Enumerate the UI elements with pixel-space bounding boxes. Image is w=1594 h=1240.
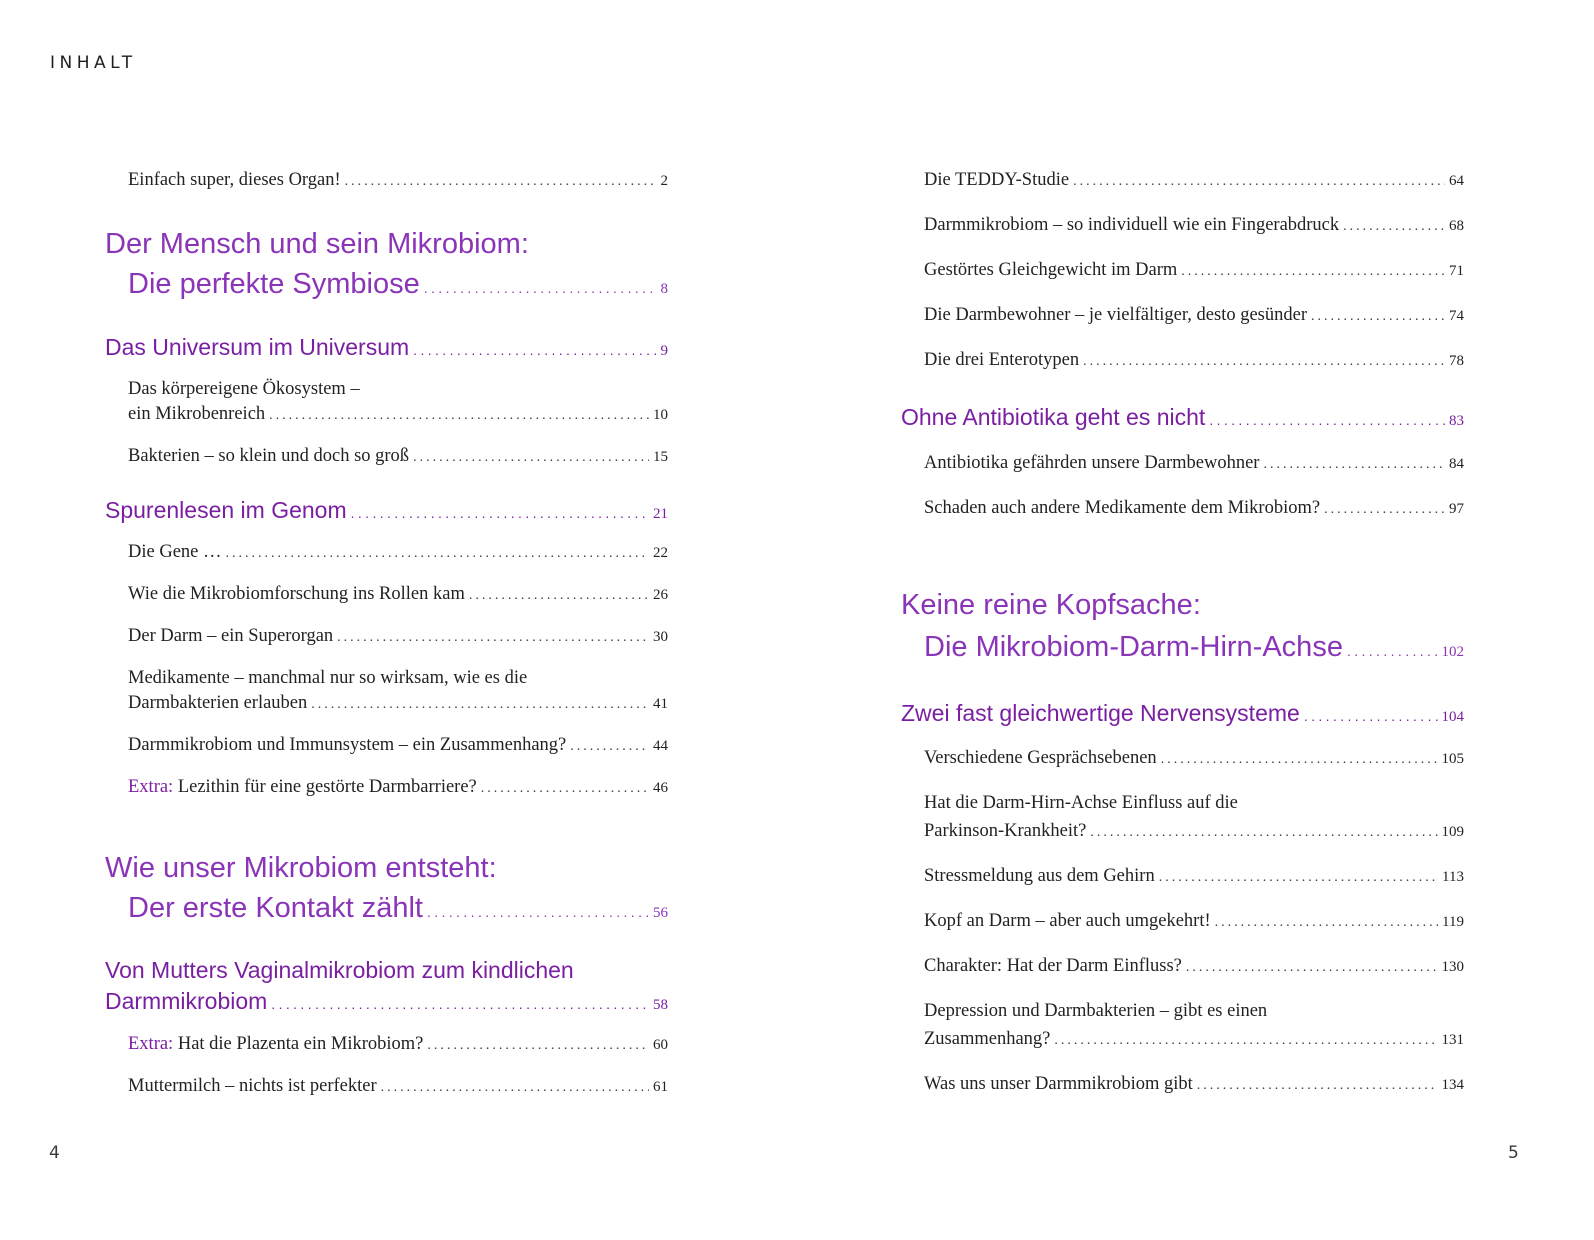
toc-entry[interactable]: Bakterien – so klein und doch so groß . . . 15 — [128, 446, 668, 467]
toc-entry[interactable]: Die Gene … . . . 22 — [128, 542, 668, 563]
page-number-left: 4 — [49, 1143, 60, 1163]
chapter-entry[interactable]: Das Universum im Universum . . . 9 — [105, 334, 668, 361]
toc-entry[interactable]: Muttermilch – nichts ist perfekter . . . 61 — [128, 1076, 668, 1097]
toc-entry[interactable]: Die TEDDY-Studie . . . 64 — [924, 170, 1464, 191]
extra-tag: Extra: — [128, 777, 174, 797]
chapter-title-line1: Von Mutters Vaginalmikrobiom zum kindlichen — [105, 957, 574, 983]
chapter-entry[interactable]: Spurenlesen im Genom . . . 21 — [105, 497, 668, 524]
toc-entry-line1: Das körpereigene Ökosystem – — [128, 379, 360, 399]
section-title: Der Mensch und sein Mikrobiom: — [105, 228, 529, 260]
toc-entry[interactable]: Wie die Mikrobiomforschung ins Rollen kam . . . 26 — [128, 584, 668, 605]
toc-entry[interactable]: Gestörtes Gleichgewicht im Darm . . . 71 — [924, 260, 1464, 281]
toc-entry-line1: Depression und Darmbakterien – gibt es einen — [924, 1001, 1268, 1021]
section-entry[interactable]: Der erste Kontakt zählt . . . 56 — [128, 892, 668, 925]
section-entry[interactable]: Die perfekte Symbiose . . . 8 — [128, 268, 668, 301]
toc-entry[interactable]: Die Darmbewohner – je vielfältiger, desto gesünder . . . 74 — [924, 305, 1464, 326]
toc-entry-extra[interactable]: Extra: Hat die Plazenta ein Mikrobiom? . . . 60 — [128, 1034, 668, 1055]
toc-entry[interactable]: Schaden auch andere Medikamente dem Mikrobiom? . . . 97 — [924, 498, 1464, 519]
toc-entry[interactable]: Darmbakterien erlauben . . . 41 — [128, 693, 668, 714]
toc-entry[interactable]: Einfach super, dieses Organ! . . . 2 — [128, 170, 668, 191]
toc-entry[interactable]: Parkinson-Krankheit? . . . 109 — [924, 821, 1464, 842]
chapter-entry[interactable]: Ohne Antibiotika geht es nicht . . . 83 — [901, 404, 1464, 431]
toc-entry[interactable]: Darmmikrobiom – so individuell wie ein Fingerabdruck . . . 68 — [924, 215, 1464, 236]
extra-tag: Extra: — [128, 1034, 174, 1054]
toc-entry[interactable]: Zusammenhang? . . . 131 — [924, 1029, 1464, 1050]
toc-entry[interactable]: Antibiotika gefährden unsere Darmbewohner . . . 84 — [924, 453, 1464, 474]
toc-entry[interactable]: Stressmeldung aus dem Gehirn . . . 113 — [924, 866, 1464, 887]
chapter-entry[interactable]: Zwei fast gleichwertige Nervensysteme . . . 104 — [901, 700, 1464, 727]
section-entry[interactable]: Die Mikrobiom-Darm-Hirn-Achse . . . 102 — [924, 631, 1464, 664]
toc-entry-line1: Hat die Darm-Hirn-Achse Einfluss auf die — [924, 793, 1238, 813]
toc-entry[interactable]: Verschiedene Gesprächsebenen . . . 105 — [924, 748, 1464, 769]
toc-entry-extra[interactable]: Extra: Lezithin für eine gestörte Darmbarriere? . . . 46 — [128, 777, 668, 798]
toc-entry[interactable]: Kopf an Darm – aber auch umgekehrt! . . . 119 — [924, 911, 1464, 932]
section-title: Wie unser Mikrobiom entsteht: — [105, 852, 497, 884]
page-number-right: 5 — [1508, 1143, 1519, 1163]
toc-entry[interactable]: Darmmikrobiom und Immunsystem – ein Zusammenhang? . . . 44 — [128, 735, 668, 756]
toc-entry[interactable]: Die drei Enterotypen . . . 78 — [924, 350, 1464, 371]
section-title: Keine reine Kopfsache: — [901, 589, 1201, 621]
page-header: INHALT — [50, 53, 137, 73]
toc-entry[interactable]: Charakter: Hat der Darm Einfluss? . . . 130 — [924, 956, 1464, 977]
toc-entry[interactable]: Was uns unser Darmmikrobiom gibt . . . 134 — [924, 1074, 1464, 1095]
toc-entry[interactable]: ein Mikrobenreich . . . 10 — [128, 404, 668, 425]
toc-entry-line1: Medikamente – manchmal nur so wirksam, wie es die — [128, 668, 528, 688]
chapter-entry[interactable]: Darmmikrobiom . . . 58 — [105, 988, 668, 1015]
toc-entry[interactable]: Der Darm – ein Superorgan . . . 30 — [128, 626, 668, 647]
